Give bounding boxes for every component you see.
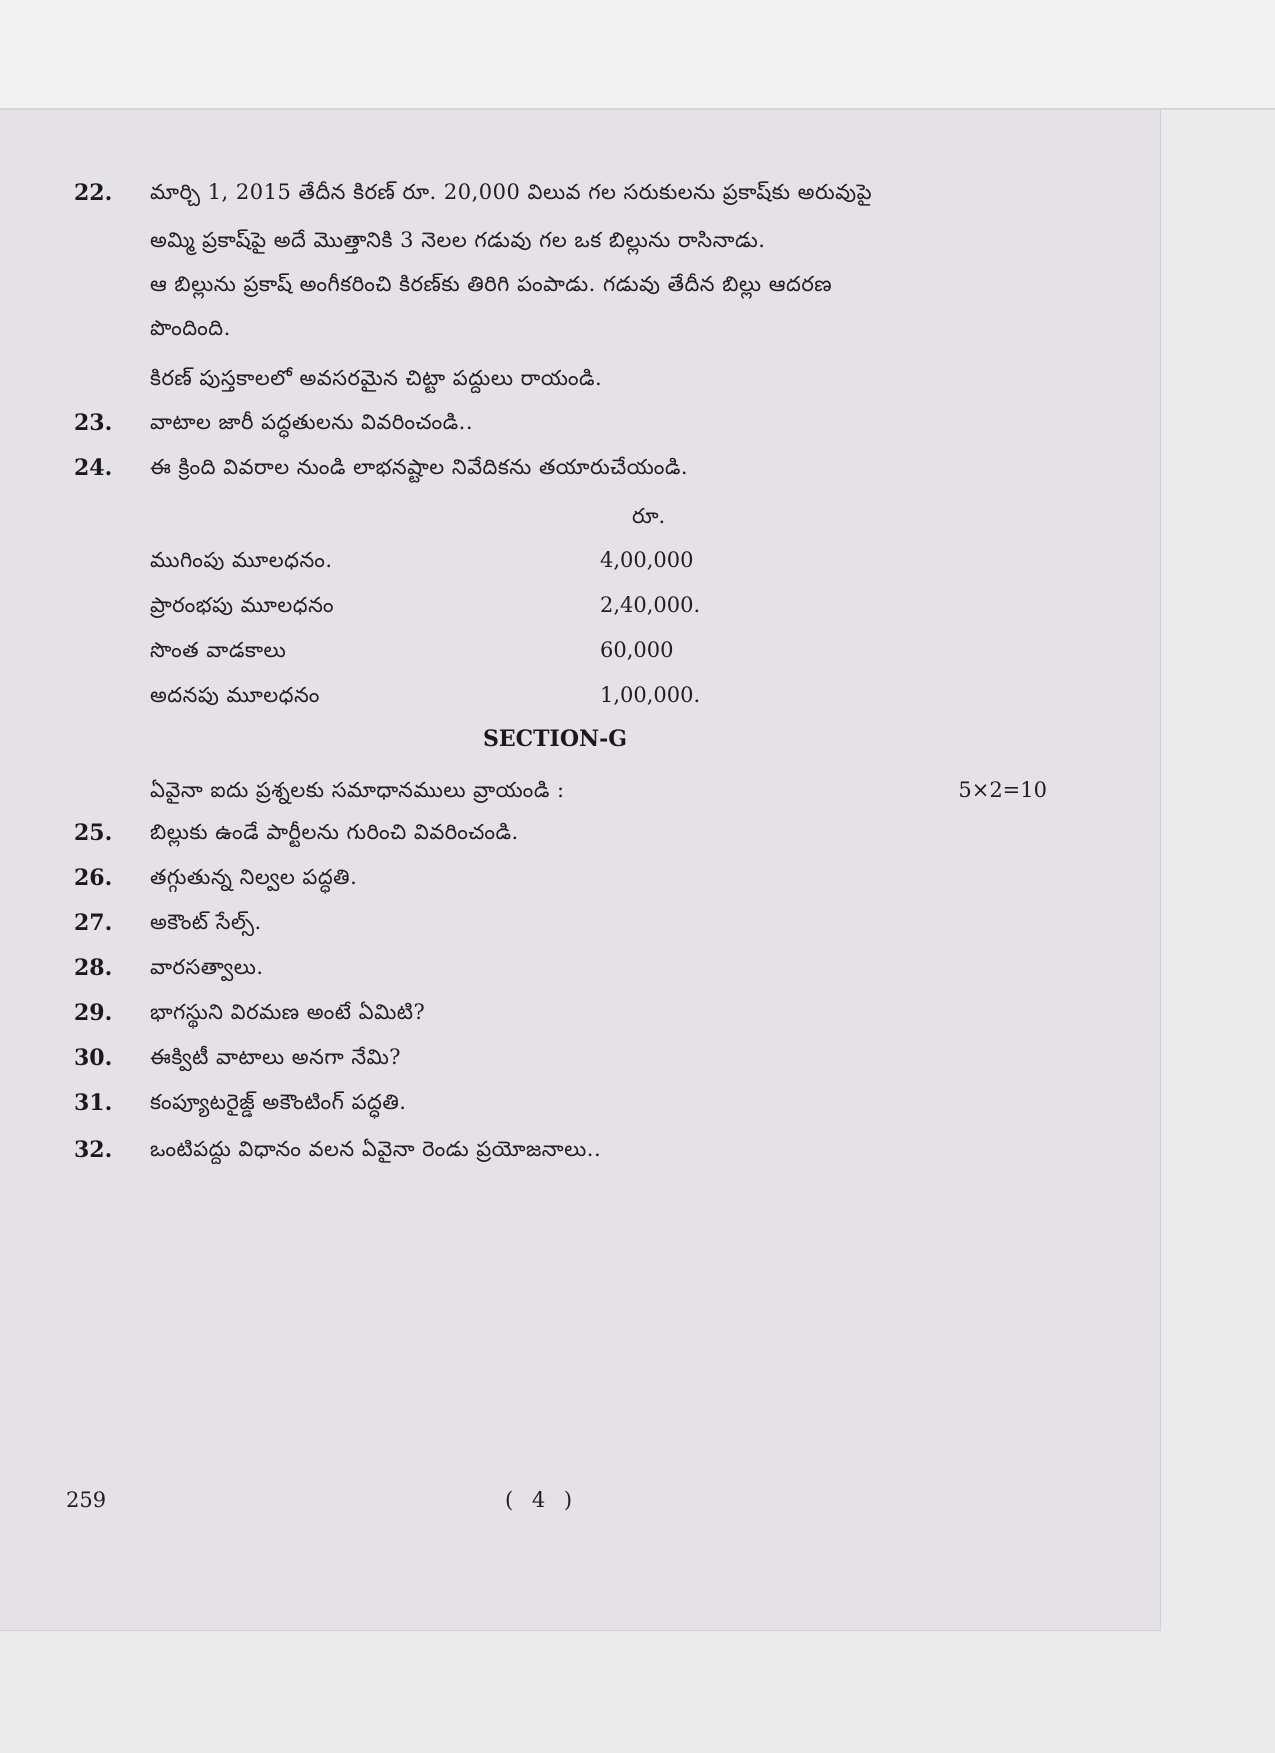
section-heading: SECTION-G [483, 726, 628, 752]
question-text: ఒంటిపద్దు విధానం వలన ఏవైనా రెండు ప్రయోజనాలు.. [150, 1137, 602, 1161]
data-row-label: అదనపు మూలధనం [150, 683, 320, 707]
question-number: 25. [74, 820, 113, 846]
page-number: ( 4 ) [505, 1488, 579, 1512]
question-number: 27. [74, 910, 113, 936]
question-22-line-2: అమ్మి ప్రకాష్‌పై అదే మొత్తానికి 3 నెలల గడువు గల ఒక బిల్లును రాసినాడు. [150, 228, 766, 252]
question-number: 23. [74, 410, 113, 436]
section-marks: 5×2=10 [958, 778, 1047, 802]
question-text: కంప్యూటరైజ్డ్ అకౌంటింగ్ పద్ధతి. [150, 1090, 407, 1114]
question-number: 22. [74, 180, 113, 206]
question-text: అకౌంట్ సేల్స్. [150, 910, 262, 934]
question-text: వారసత్వాలు. [150, 955, 264, 979]
question-22-line-1: మార్చి 1, 2015 తేదీన కిరణ్ రూ. 20,000 విలువ గల సరుకులను ప్రకాష్‌కు అరువుపై [150, 180, 873, 204]
question-text: తగ్గుతున్న నిల్వల పద్ధతి. [150, 865, 358, 889]
question-number: 28. [74, 955, 113, 981]
question-number: 29. [74, 1000, 113, 1026]
question-text: ఈక్విటీ వాటాలు అనగా నేమి? [150, 1045, 402, 1069]
question-number: 31. [74, 1090, 113, 1116]
data-row-amount: 60,000 [600, 638, 674, 662]
data-row-amount: 1,00,000. [600, 683, 701, 707]
data-row-amount: 4,00,000 [600, 548, 694, 572]
question-number: 32. [74, 1137, 113, 1163]
data-row-label: ముగింపు మూలధనం. [150, 548, 333, 572]
data-row-amount: 2,40,000. [600, 593, 701, 617]
paper-code: 259 [66, 1488, 107, 1512]
question-22-line-4: పొందింది. [150, 316, 231, 340]
question-22-line-3: ఆ బిల్లును ప్రకాష్ అంగీకరించి కిరణ్‌కు తిరిగి పంపాడు. గడువు తేదీన బిల్లు ఆదరణ [150, 272, 833, 296]
question-number: 30. [74, 1045, 113, 1071]
scan-top-margin [0, 0, 1275, 110]
data-row-label: సొంత వాడకాలు [150, 638, 287, 662]
currency-header: రూ. [632, 504, 666, 528]
data-row-label: ప్రారంభపు మూలధనం [150, 593, 334, 617]
question-text: బిల్లుకు ఉండే పార్టీలను గురించి వివరించండి. [150, 820, 519, 844]
question-24-text: ఈ క్రింది వివరాల నుండి లాభనష్టాల నివేదికను తయారుచేయండి. [150, 455, 689, 479]
question-text: భాగస్థుని విరమణ అంటే ఏమిటి? [150, 1000, 426, 1024]
question-number: 26. [74, 865, 113, 891]
question-23-text: వాటాల జారీ పద్ధతులను వివరించండి.. [150, 410, 474, 434]
question-22-instruction: కిరణ్ పుస్తకాలలో అవసరమైన చిట్టా పద్దులు రాయండి. [150, 366, 603, 390]
question-number: 24. [74, 455, 113, 481]
section-instruction: ఏవైనా ఐదు ప్రశ్నలకు సమాధానములు వ్రాయండి : [150, 778, 565, 802]
